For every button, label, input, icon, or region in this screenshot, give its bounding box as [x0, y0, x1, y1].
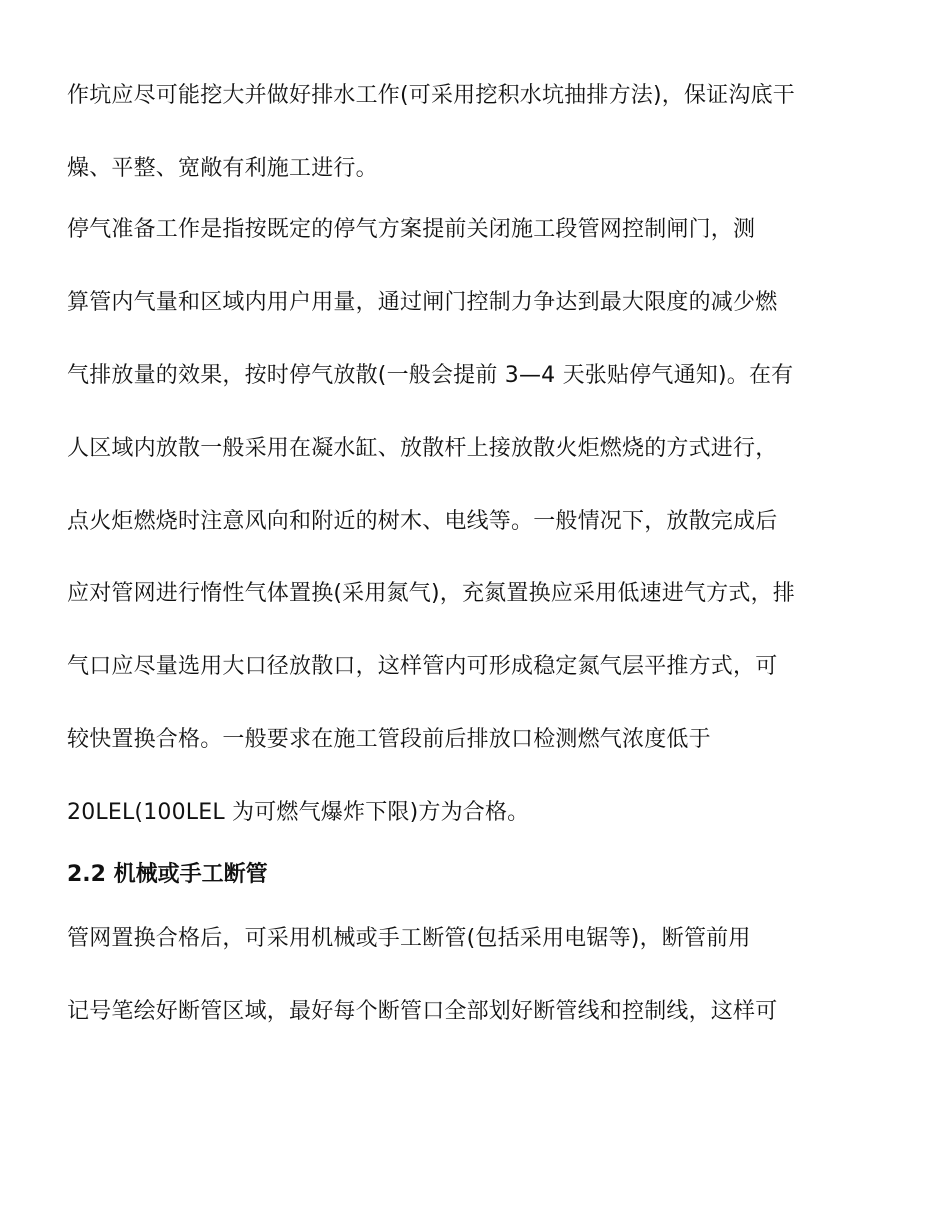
paragraph-line: 停气准备工作是指按既定的停气方案提前关闭施工段管网控制闸门，测: [67, 217, 756, 242]
section-heading: 2.2 机械或手工断管: [67, 862, 268, 887]
paragraph-line: 应对管网进行惰性气体置换(采用氮气)，充氮置换应采用低速进气方式，排: [67, 581, 795, 606]
paragraph-line: 20LEL(100LEL 为可燃气爆炸下限)方为合格。: [67, 800, 530, 825]
paragraph-line: 气排放量的效果，按时停气放散(一般会提前 3—4 天张贴停气通知)。在有: [67, 363, 794, 388]
paragraph-line: 较快置换合格。一般要求在施工管段前后排放口检测燃气浓度低于: [67, 727, 711, 752]
paragraph-line: 记号笔绘好断管区域，最好每个断管口全部划好断管线和控制线，这样可: [67, 999, 778, 1024]
paragraph-line: 管网置换合格后，可采用机械或手工断管(包括采用电锯等)，断管前用: [67, 926, 751, 951]
paragraph-line: 人区域内放散一般采用在凝水缸、放散杆上接放散火炬燃烧的方式进行，: [67, 436, 778, 461]
paragraph-line: 算管内气量和区域内用户用量，通过闸门控制力争达到最大限度的减少燃: [67, 290, 778, 315]
paragraph-line: 点火炬燃烧时注意风向和附近的树木、电线等。一般情况下，放散完成后: [67, 509, 778, 534]
paragraph-line: 燥、平整、宽敞有利施工进行。: [67, 156, 378, 181]
paragraph-line: 作坑应尽可能挖大并做好排水工作(可采用挖积水坑抽排方法)，保证沟底干: [67, 83, 795, 108]
paragraph-line: 气口应尽量选用大口径放散口，这样管内可形成稳定氮气层平推方式，可: [67, 654, 778, 679]
